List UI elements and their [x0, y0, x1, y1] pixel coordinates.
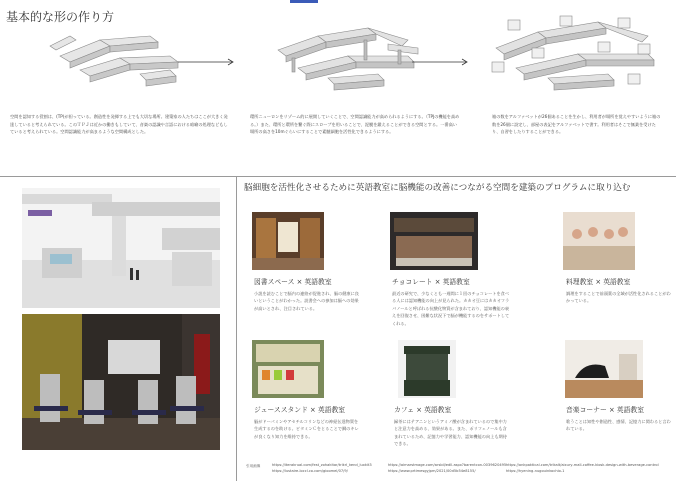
card-desc-cooking: 調理をすることで前頭葉の全域が活性化されることがわかっている。	[566, 291, 671, 304]
step-1-text: 空間を認知する役割は、(TP)が担っている。創造性を発揮する上でも大切な場所。建築家の人たちはここが大きく発達していると考えられている。このＴＰＪは近かの働きもしていて、音楽の認識や言語における暗喩の処理などもしていると考えられている。空間認識能力が高まるような空間構成とした。	[10, 114, 228, 135]
interior-render-image	[22, 314, 220, 450]
card-desc-library: 小説を読むことで脳内の連絡が促進され、脳の健康に良いということがわかった。読書会への参加は脳への効果が高いとされ、注目されている。	[254, 291, 359, 311]
card-desc-music: 歌うことは知性や創造性、感情、記憶力に関わると言われている。	[566, 419, 671, 432]
library-photo	[252, 212, 324, 270]
card-title-music: 音楽コーナー × 英語教室	[566, 406, 644, 414]
reference-link[interactable]: https://aimarstmage.com/arsbil/edll.aspx?barentcon-0039620495	[388, 463, 507, 467]
reference-link[interactable]: https://lustaire-loccl.co.com/gioomel/07/9/	[272, 468, 348, 473]
arrow-right-icon	[412, 58, 472, 66]
section-heading: 脳細胞を活性化させるために英語教室に脳機能の改善につながる空間を建築のプログラムに取り込む	[244, 183, 631, 193]
references-col-3	[506, 463, 659, 474]
card-title-chocolate: チョコレート × 英語教室	[392, 278, 470, 286]
step-2-text: 環所ニューロンをリゾーム的に展開していくことで、空間認識能力が高められるようにする。（TPJの機能を高める。）また、環所と環所を繋ぐ際にスロープを用いることで、泥膜を鍛えることができる空間とする。一番高い場所の高さを10mぐらいにすることで素髄細胞を活性化できるようにする。	[250, 114, 460, 135]
chocolate-shop-photo	[390, 212, 478, 270]
top-accent-bar	[290, 0, 318, 3]
references-col-1	[272, 463, 372, 474]
card-desc-juice: 脳がドーパミンやアセチルコリンなどの神経伝達物質を生成するのを助ける。ビタミンＣをとることで鋼のキレが良くなり知力を維持できる。	[254, 419, 359, 439]
step-3-text: 箱の数をアルファベットが26個あることを生かし、利用者が場所を覚えやすいように箱の数を26個に設定し、部屋の表記をアルファベットで書す。利用者はそこで無業を受けたり、自習をしたりすることができる。	[492, 114, 661, 135]
references-col-2	[388, 463, 506, 474]
card-title-juice: ジューススタンド × 英語教室	[254, 406, 346, 414]
card-title-cafe: カフェ × 英語教室	[394, 406, 452, 414]
cooking-class-photo	[563, 212, 635, 270]
reference-link[interactable]: https://www.prtimesgyjpm/2021/00d5b54e8155/	[388, 468, 476, 473]
reference-link[interactable]: https://onkpaktical.com/trikalt/aixury-mall-coffee-kiosk-design-with-beverage-control	[506, 463, 659, 467]
form-diagram-step2	[268, 20, 428, 94]
juice-stand-photo	[252, 340, 324, 398]
reference-link[interactable]: https://iterakrual.com/fest_zohakitar/trikrl_kend_luxkit3	[272, 463, 372, 467]
arrow-right-icon	[178, 58, 238, 66]
references-label: 引用画像	[246, 464, 261, 468]
reference-link[interactable]: https://hyening-nugouinkochio-1	[506, 468, 565, 473]
column-divider	[236, 176, 237, 481]
card-desc-cafe: 緑茶にはテアニンというアミノ酸が含まれているので集中力と注意力を高める、効果がある。また、ポリフェノールも含まれているため、記憶力や学習能力、認知機能の向上も期待できる。	[394, 419, 507, 447]
form-diagram-step3	[488, 14, 668, 96]
card-desc-chocolate: 最近の研究で、少なくとも一週間に１回のチョコレートを食べる人には認知機能の向上が見られた。カカオ豆にはカカオフラバノールと呼ばれる抗酸化物質が含まれており、認知機能の衰えを回復させ、困難な状況下で脳が機能するのをサポートしてくれる。	[392, 291, 510, 326]
page-title: 基本的な形の作り方	[6, 10, 115, 24]
form-diagram-step1	[40, 26, 190, 92]
card-title-library: 図書スペース × 英語教室	[254, 278, 332, 286]
cafe-kiosk-photo	[398, 340, 456, 398]
music-corner-photo	[565, 340, 643, 398]
card-title-cooking: 料理教室 × 英語教室	[566, 278, 631, 286]
exterior-render-image	[22, 188, 220, 308]
section-divider	[0, 176, 676, 177]
